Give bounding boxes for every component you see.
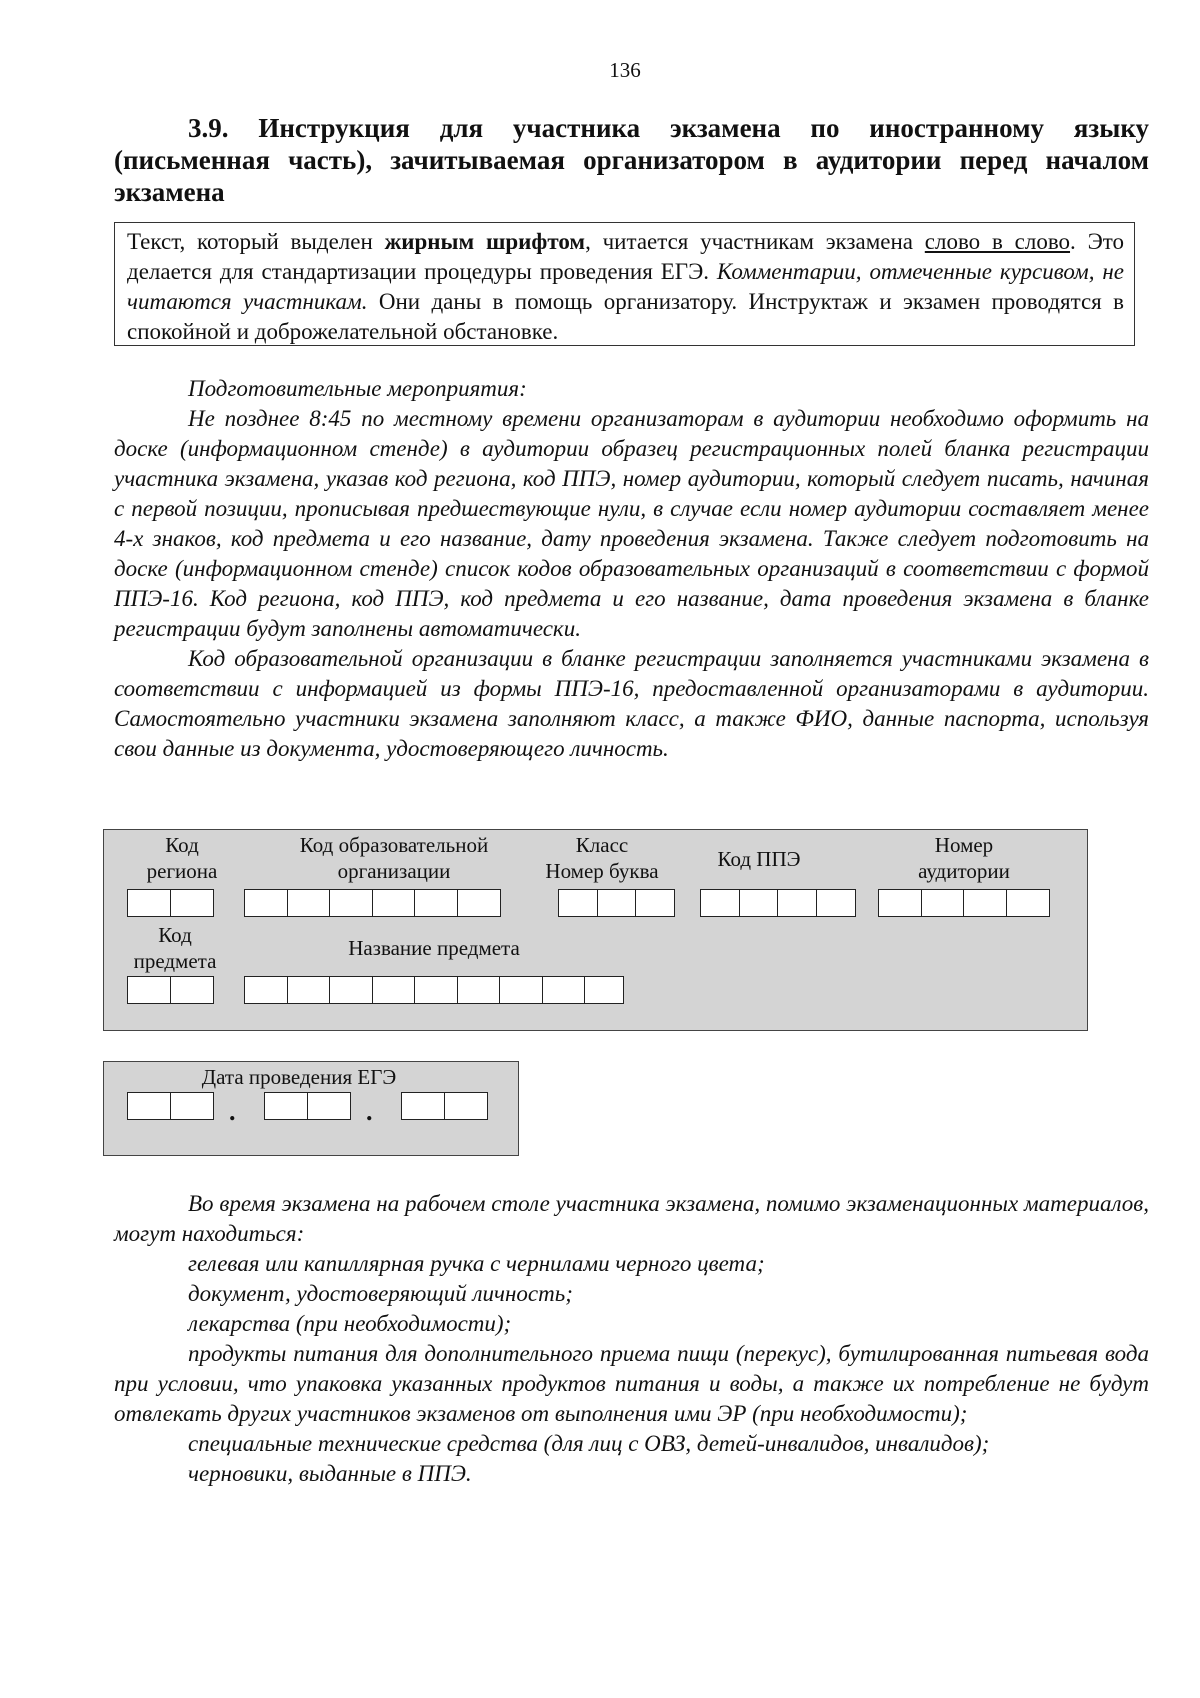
class-label: Класс Номер буква [545, 833, 659, 883]
subject-code-label: Код предмета [133, 923, 217, 973]
input-cell[interactable] [170, 889, 214, 917]
prep-paragraph: Не позднее 8:45 по местному времени организаторам в аудитории необходимо оформить на доске (информационном стенде) в аудитории образец регистрационных полей бланка регистрации участника экзамена, указав код региона, код ППЭ, номер аудитории, который следует писать, начиная с первой позиции, прописывая предшествующие нули, в случае если номер аудитории составляет менее 4-х знаков, код предмета и его название, дату проведения экзамена. Также следует подготовить на доске (информационном стенде) список кодов образовательных организаций в соответствии с формой ППЭ-16. Код региона, код ППЭ, код предмета и его название, дата проведения экзамена в бланке регистрации будут заполнены автоматически. [114, 406, 1149, 641]
ppe-code-cells [700, 889, 854, 917]
input-cell[interactable] [244, 889, 288, 917]
list-item: гелевая или капиллярная ручка с чернилами черного цвета; [188, 1251, 765, 1276]
subject-name-cells [244, 976, 623, 1004]
input-cell[interactable] [401, 1092, 445, 1120]
date-month-cells [264, 1092, 349, 1120]
input-cell[interactable] [700, 889, 740, 917]
input-cell[interactable] [584, 976, 624, 1004]
input-cell[interactable] [878, 889, 922, 917]
input-cell[interactable] [816, 889, 856, 917]
date-separator: . [229, 1097, 236, 1126]
input-cell[interactable] [244, 976, 288, 1004]
date-day-cells [127, 1092, 212, 1120]
list-item: специальные технические средства (для лиц с ОВЗ, детей-инвалидов, инвалидов); [188, 1431, 990, 1456]
input-cell[interactable] [597, 889, 637, 917]
subject-code-cells [127, 976, 212, 1004]
input-cell[interactable] [170, 1092, 214, 1120]
note-text: . Это делается для стандартизации процедуры проведения ЕГЭ. [127, 229, 1125, 284]
input-cell[interactable] [329, 976, 373, 1004]
subject-name-label: Название предмета [348, 936, 520, 960]
input-cell[interactable] [499, 976, 543, 1004]
note-text: Текст, который выделен [127, 229, 385, 254]
prep-title: Подготовительные мероприятия: [188, 376, 527, 401]
input-cell[interactable] [558, 889, 598, 917]
note-underlined-text: слово в слово [924, 229, 1071, 254]
input-cell[interactable] [127, 889, 171, 917]
room-number-label: Номер аудитории [918, 833, 1010, 883]
input-cell[interactable] [414, 976, 458, 1004]
org-code-label: Код образовательной организации [299, 833, 489, 883]
section-heading [114, 112, 1149, 208]
input-cell[interactable] [307, 1092, 351, 1120]
list-item: черновики, выданные в ППЭ. [188, 1461, 472, 1486]
input-cell[interactable] [287, 976, 331, 1004]
list-item: документ, удостоверяющий личность; [188, 1281, 573, 1306]
section-title: Инструкция для участника экзамена по иностранному языку (письменная часть), зачитываемая организатором в аудитории перед началом экзамена [114, 113, 1149, 207]
input-cell[interactable] [127, 976, 171, 1004]
note-italic-text: Комментарии, отмеченные курсивом, не читаются участникам. [127, 259, 1125, 314]
exam-date-label: Дата проведения ЕГЭ [201, 1065, 397, 1089]
page-number: 136 [609, 58, 641, 82]
input-cell[interactable] [457, 976, 501, 1004]
input-cell[interactable] [287, 889, 331, 917]
exam-date-form [103, 1061, 519, 1156]
input-cell[interactable] [921, 889, 965, 917]
org-code-cells [244, 889, 499, 917]
input-cell[interactable] [329, 889, 373, 917]
input-cell[interactable] [635, 889, 675, 917]
room-number-cells [878, 889, 1048, 917]
prep-paragraph: Код образовательной организации в бланке регистрации заполняется участниками экзамена в соответствии с информацией из формы ППЭ-16, предоставленной организаторами в аудитории. Самостоятельно участники экзамена заполняют класс, а также ФИО, данные паспорта, используя свои данные из документа, удостоверяющего личность. [114, 646, 1149, 761]
ppe-code-label: Код ППЭ [717, 847, 801, 871]
input-cell[interactable] [372, 889, 416, 917]
note-text: , читается участникам экзамена [585, 229, 925, 254]
class-cells [558, 889, 674, 917]
date-separator: . [366, 1097, 373, 1126]
prep-section [114, 374, 1149, 764]
input-cell[interactable] [739, 889, 779, 917]
input-cell[interactable] [1006, 889, 1050, 917]
input-cell[interactable] [264, 1092, 308, 1120]
input-cell[interactable] [457, 889, 501, 917]
list-item: лекарства (при необходимости); [188, 1311, 512, 1336]
list-item: продукты питания для дополнительного приема пищи (перекус), бутилированная питьевая вода при условии, что упаковка указанных продуктов питания и воды, а также их потребление не будут отвлекать других участников экзаменов от выполнения ими ЭР (при необходимости); [114, 1341, 1149, 1426]
input-cell[interactable] [963, 889, 1007, 917]
input-cell[interactable] [542, 976, 586, 1004]
reading-note-box [114, 222, 1135, 346]
registration-fields-form [103, 829, 1088, 1031]
date-year-cells [401, 1092, 486, 1120]
note-bold-text: жирным шрифтом [384, 229, 586, 254]
input-cell[interactable] [414, 889, 458, 917]
input-cell[interactable] [170, 976, 214, 1004]
exam-items-section [114, 1189, 1149, 1489]
region-code-label: Код региона [146, 833, 218, 883]
note-text: Они даны в помощь организатору. Инструктаж и экзамен проводятся в спокойной и доброжелательной обстановке. [127, 289, 1124, 344]
input-cell[interactable] [777, 889, 817, 917]
section-number: 3.9. [188, 113, 229, 143]
exam-intro: Во время экзамена на рабочем столе участника экзамена, помимо экзаменационных материалов, могут находиться: [114, 1191, 1149, 1246]
input-cell[interactable] [444, 1092, 488, 1120]
input-cell[interactable] [127, 1092, 171, 1120]
input-cell[interactable] [372, 976, 416, 1004]
region-code-cells [127, 889, 212, 917]
